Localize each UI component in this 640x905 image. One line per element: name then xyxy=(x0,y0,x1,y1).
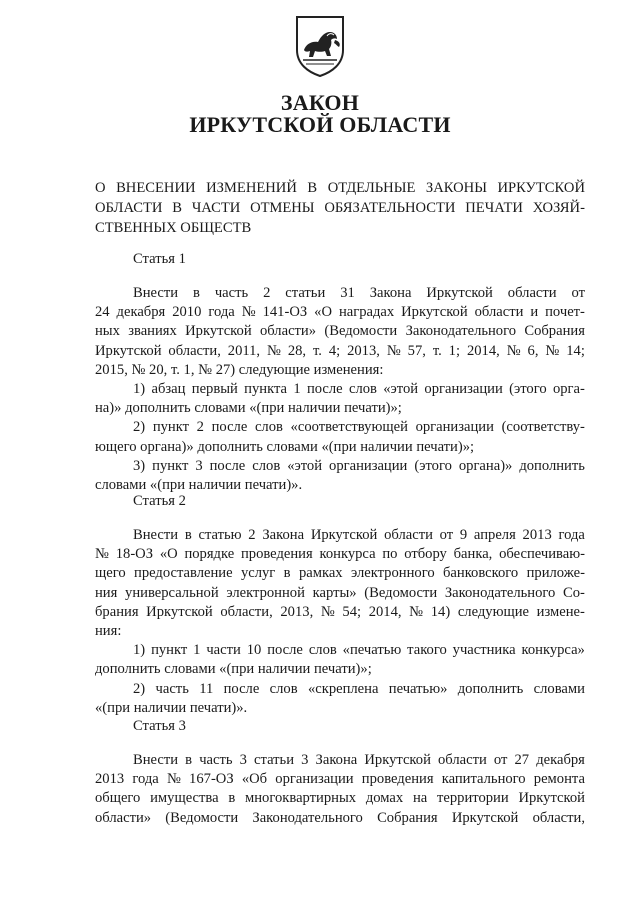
article-2-body xyxy=(95,526,585,718)
article-line: «(при наличии печати)». xyxy=(95,699,248,716)
heading-line: СТВЕННЫХ ОБЩЕСТВ xyxy=(95,220,252,236)
article-line: Внести в статью 2 Закона Иркутской области от 9 апреля 2013 года xyxy=(133,527,585,543)
article-line: 1) абзац первый пункта 1 после слов «этой организации (этого орга- xyxy=(133,381,585,398)
article-line: Внести в часть 2 статьи 31 Закона Иркутской области от xyxy=(133,285,585,301)
article-line: на)» дополнить словами «(при наличии печати)»; xyxy=(95,400,402,417)
article-line: Внести в часть 3 статьи 3 Закона Иркутской области от 27 декабря xyxy=(133,752,585,768)
article-3-body xyxy=(95,751,585,828)
article-line: ния: xyxy=(95,623,122,640)
article-line: ющего органа)» дополнить словами «(при наличии печати)»; xyxy=(95,438,475,455)
document-heading xyxy=(95,178,585,238)
article-line: общего имущества в многоквартирных домах на территории Иркутской xyxy=(95,790,585,807)
article-line: 2) пункт 2 после слов «соответствующей организации (соответству- xyxy=(133,419,585,436)
article-1-body xyxy=(95,284,585,495)
article-line: щего предоставление услуг в рамках электронного банковского приложе- xyxy=(95,565,585,582)
heading-line: ОБЛАСТИ В ЧАСТИ ОТМЕНЫ ОБЯЗАТЕЛЬНОСТИ ПЕЧАТИ ХОЗЯЙ- xyxy=(95,200,585,216)
article-line: брания Иркутской области, 2013, № 54; 2014, № 14) следующие измене- xyxy=(95,603,585,620)
article-line: 2015, № 20, т. 1, № 27) следующие изменения: xyxy=(95,361,384,378)
article-line: 2013 года № 167-ОЗ «Об организации проведения капитального ремонта xyxy=(95,771,585,788)
article-line: 24 декабря 2010 года № 141-ОЗ «О наградах Иркутской области и почет- xyxy=(95,304,585,321)
article-line: № 18-ОЗ «О порядке проведения конкурса по отбору банка, обеспечиваю- xyxy=(95,546,585,563)
article-line: Иркутской области, 2011, № 28, т. 4; 2013, № 57, т. 1; 2014, № 6, № 14; xyxy=(95,342,585,359)
article-line: дополнить словами «(при наличии печати)»; xyxy=(95,661,372,678)
article-1-title: Статья 1 xyxy=(133,251,186,267)
article-line: 1) пункт 1 части 10 после слов «печатью такого участника конкурса» xyxy=(133,642,585,659)
article-line: словами «(при наличии печати)». xyxy=(95,477,303,494)
article-line: области» (Ведомости Законодательного Собрания Иркутской области, xyxy=(95,809,585,826)
article-3-title: Статья 3 xyxy=(133,718,186,734)
law-title: ЗАКОН xyxy=(280,90,360,115)
article-line: ных званиях Иркутской области» (Ведомости Законодательного Собрания xyxy=(95,323,585,340)
article-line: 3) пункт 3 после слов «этой организации (этого органа)» дополнить xyxy=(133,457,585,474)
irkutsk-coat-of-arms-icon xyxy=(294,14,346,78)
law-region: ИРКУТСКОЙ ОБЛАСТИ xyxy=(189,112,451,137)
heading-line: О ВНЕСЕНИИ ИЗМЕНЕНИЙ В ОТДЕЛЬНЫЕ ЗАКОНЫ ИРКУТСКОЙ xyxy=(95,180,585,196)
article-2-title: Статья 2 xyxy=(133,493,186,509)
article-line: ния универсальной электронной карты» (Ведомости Законодательного Со- xyxy=(95,584,585,601)
article-line: 2) часть 11 после слов «скреплена печатью» дополнить словами xyxy=(133,680,585,697)
